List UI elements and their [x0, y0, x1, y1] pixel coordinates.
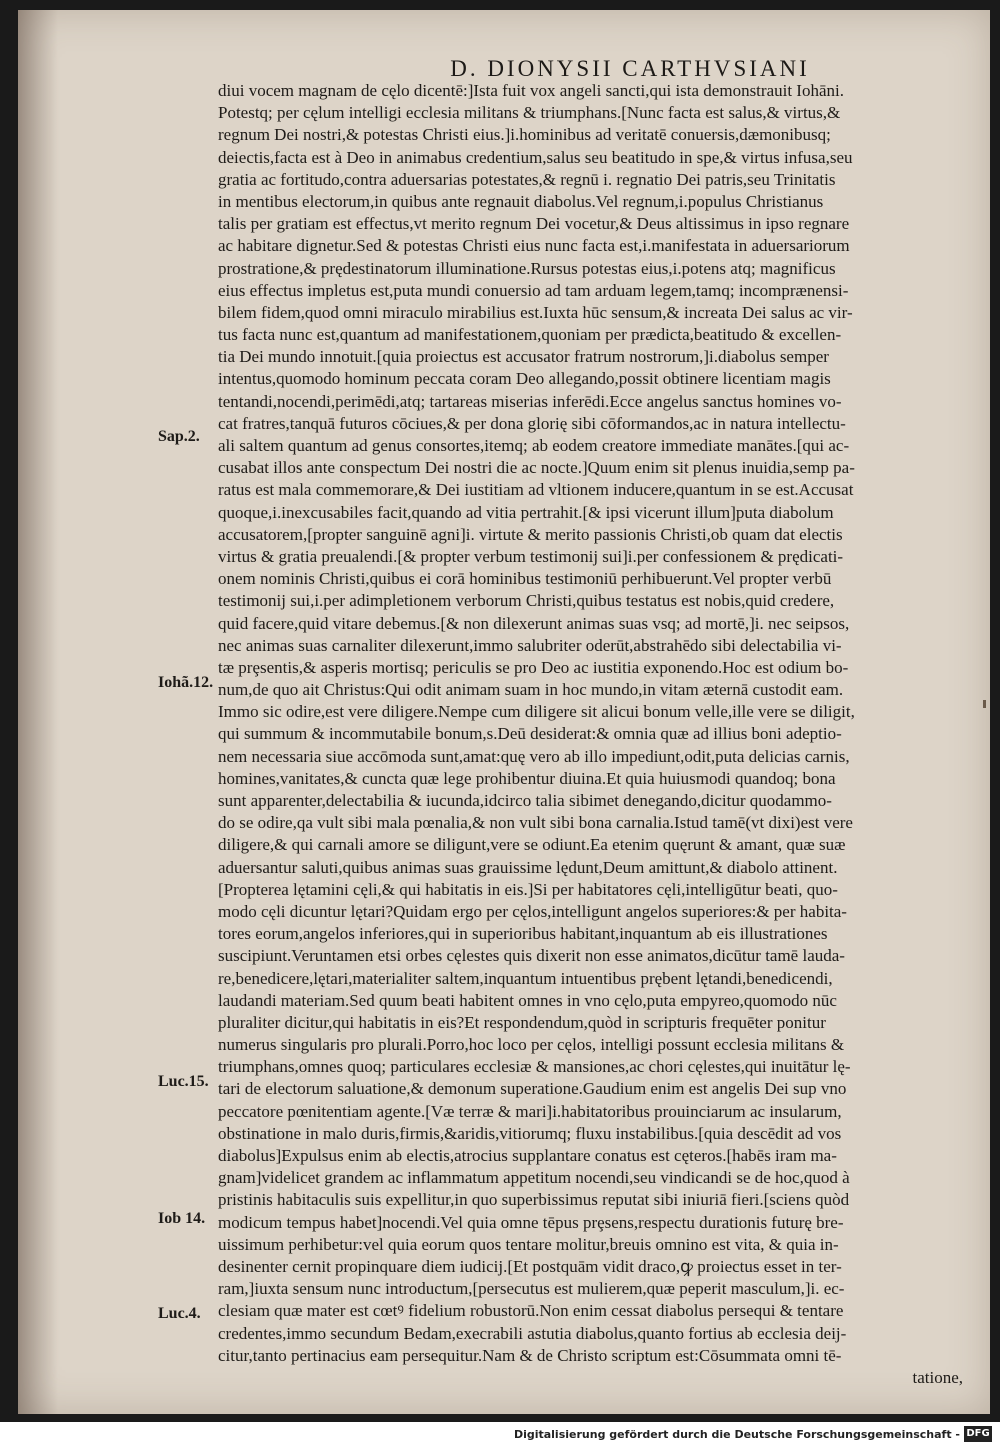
footer-credit: Digitalisierung gefördert durch die Deutsche Forschungsgemeinschaft -	[513, 1428, 960, 1441]
text-line: gratia ac fortitudo,contra aduersarias potestates,& regnū i. regnatio Dei patris,seu Trinitatis	[218, 169, 836, 189]
text-line: Potestq; per cęlum intelligi ecclesia militans & triumphans.[Nunc facta est salus,& virtus,&	[218, 103, 841, 123]
text-line: ali saltem quantum ad genus consortes,itemq; ab eodem creatore immediate manātes.[qui ac-	[218, 436, 850, 455]
text-line: Immo sic odire,est vere diligere.Nempe cum diligere sit alicui bonum velle,ille vere se diligit,	[218, 702, 855, 722]
text-line: obstinatione in malo duris,firmis,&aridis,vitiorumq; fluxu instabilibus.[quia descēdit ad vos	[218, 1123, 842, 1143]
text-line: tus facta nunc est,quantum ad manifestationem,quoniam per prædicta,beatitudo & excellen-	[218, 325, 842, 345]
text-line: credentes,immo secundum Bedam,execrabili astutia diabolus,quanto fortius ab ecclesia deij-	[218, 1323, 847, 1343]
text-line: quoque,i.inexcusabiles facit,quando ad vitia pertrahit.[& ipsi vicerunt illum]puta diabolum	[218, 502, 834, 522]
text-line: aduersantur saluti,quibus animas suas grauissime lędunt,Deum amittunt,& diabolo attinent.	[218, 857, 838, 877]
text-line: clesiam quæ mater est cœtꝰ fidelium robustorū.Non enim cessat diabolus persequi & tentare	[218, 1301, 844, 1321]
dfg-logo: DFG	[964, 1426, 992, 1442]
page-gutter-shadow	[18, 10, 58, 1414]
text-line: desinenter cernit propinquare diem iudicij.[Et postquām vidit draco,ꝙ proiectus esset in ter-	[218, 1256, 842, 1276]
text-line: ram,]iuxta sensum nunc introductum,[persecutus est mulierem,quæ peperit masculum,]i. ec-	[218, 1279, 845, 1299]
text-line: num,de quo ait Christus:Qui odit animam suam in hoc mundo,in vitam æternā custodit eam.	[218, 680, 844, 700]
text-line: pristinis habitaculis suis expellitur,in quo superbissimus reputat sibi iniuriā fieri.[sciens quòd	[218, 1190, 850, 1210]
text-line: ratus est mala commemorare,& Dei iustitiam ad vltionem inducere,quantum in se est.Accusat	[218, 480, 854, 500]
text-line: gnam]videlicet grandem ac inflammatum appetitum nocendi,seu vindicandi se de hoc,quod à	[218, 1168, 850, 1188]
text-line: [Propterea lętamini cęli,& qui habitatis in eis.]Si per habitatores cęli,intelligūtur beati, quo-	[218, 879, 838, 899]
text-line: re,benedicere,lętari,materialiter saltem,inquantum intuentibus prębent lętandi,benedicendi,	[218, 968, 833, 988]
text-line: homines,vanitates,& cuncta quæ lege prohibentur diuina.Et quia huiusmodi quandoq; bona	[218, 768, 836, 788]
text-line: diui vocem magnam de cęlo dicentē:]Ista fuit vox angeli sancti,qui ista demonstrauit Iohāni.	[218, 81, 844, 100]
margin-note: Iob 14.	[158, 1210, 206, 1227]
text-line: do se odire,qa vult sibi mala pœnalia,& non vult sibi bona carnalia.Istud tamē(vt dixi)est vere	[218, 813, 853, 833]
text-line: intentus,quomodo hominum peccata coram Deo allegando,possit obtinere licentiam magis	[218, 369, 831, 389]
text-line: in mentibus electorum,in quibus ante regnauit diabolus.Vel regnum,i.populus Christianus	[218, 191, 824, 211]
text-line: diligere,& qui carnali amore se diligunt,vere se odiunt.Ea etenim quęrunt & amant, quæ suæ	[218, 835, 846, 855]
text-line: cat fratres,tanquā futuros cōciues,& per dona glorię sibi cōformandos,ac in natura intellectu-	[218, 413, 846, 433]
margin-note: Iohã.12.	[158, 674, 214, 691]
text-line: modo cęli dicuntur lętari?Quidam ergo per cęlos,intelligunt angelos superiores:& per habita-	[218, 901, 847, 921]
text-line: quid facere,quid vitare debemus.[& non dilexerunt animas suas vsq; ad mortē,]i. nec seipsos,	[218, 613, 850, 633]
text-line: tari de electorum saluatione,& demonum superatione.Gaudium enim est angelis Dei sup vno	[218, 1079, 847, 1099]
text-line: laudandi materiam.Sed quum beati habitent omnes in vno cęlo,puta empyreo,quomodo nūc	[218, 990, 837, 1010]
text-line: peccatore pœnitentiam agente.[Væ terræ & mari]i.habitatoribus prouinciarum ac insularum,	[218, 1101, 842, 1121]
text-line: tæ prȩsentis,& asperis mortisq; periculis se pro Deo ac iustitia exponendo.Hoc est odium bo-	[218, 657, 849, 677]
text-line: tatione,	[912, 1367, 963, 1387]
text-line: triumphans,omnes quoq; particulares ecclesiæ & mansiones,ac chori cęlestes,qui inuitātur lę-	[218, 1057, 851, 1077]
text-line: qui summum & incommutabile bonum,s.Deū desiderat:& omnia quæ ad illius boni adeptio-	[218, 724, 842, 744]
text-line: cusabat illos ante conspectum Dei nostri die ac nocte.]Quum enim sit plenus inuidia,semp pa-	[218, 458, 855, 478]
text-line: regnum Dei nostri,& potestas Christi eius.]i.hominibus ad veritatē conuersis,dæmonibusq;	[218, 125, 831, 145]
text-line: sunt apparenter,delectabilia & iucunda,idcirco talia sibimet denegando,dicitur quodammo-	[218, 791, 832, 810]
text-line: numerus singularis pro plurali.Porro,hoc loco per cęlos, intelligi possunt ecclesia militans &	[218, 1035, 845, 1055]
text-line: diabolus]Expulsus enim ab electis,atrocius supplantare conatus est cęteros.[habēs iram ma-	[218, 1146, 837, 1165]
body-text	[218, 80, 973, 1389]
text-line: nec animas suas carnaliter dilexerunt,immo salubriter oderūt,abstrahēdo sibi delectabilia vi-	[218, 635, 842, 655]
text-line: testimonij sui,i.per adimpletionem verborum Christi,quibus testatus est nobis,quid credere,	[218, 591, 835, 611]
text-line: uissimum perhibetur:vel quia eorum quos tentare molitur,breuis omnino est vita, & quia in-	[218, 1234, 839, 1254]
text-line: nem necessaria siue accōmoda sunt,amat:quę vero ab illo impediunt,odit,puta delicias carnis,	[218, 746, 850, 766]
text-line: citur,tanto pertinacius eam persequitur.Nam & de Christo scriptum est:Cōsummata omni tē-	[218, 1345, 842, 1365]
text-line: tia Dei mundo innotuit.[quia proiectus est accusator fratrum nostrorum,]i.diabolus semper	[218, 347, 829, 367]
page-mark	[983, 700, 986, 708]
text-line: tentandi,nocendi,perimēdi,atq; tartareas miserias inferēdi.Ecce angelus sanctus homines vo-	[218, 391, 842, 411]
text-line: tores eorum,angelos inferiores,qui in superioribus habitant,inquantum ab eis illustrationes	[218, 924, 828, 944]
text-line: modicum tempus habet]nocendi.Vel quia omne tēpus prȩsens,respectu durationis futurę bre-	[218, 1212, 844, 1232]
text-line: accusatorem,[propter sanguinē agni]i. virtute & merito passionis Christi,ob quam dat electis	[218, 524, 843, 544]
margin-note: Luc.4.	[158, 1305, 201, 1322]
text-line: ac habitare dignetur.Sed & potestas Christi eius nunc facta est,i.manifestata in aduersariorum	[218, 236, 850, 256]
text-line: deiectis,facta est à Deo in animabus credentium,salus seu beatitudo in spe,& virtus infusa,seu	[218, 147, 853, 167]
text-line: pluraliter dicitur,qui habitatis in eis?Et respondendum,quòd in scripturis frequēter ponitur	[218, 1012, 826, 1032]
text-line: suscipiunt.Veruntamen etsi orbes cęlestes quis dixerit non esse animatos,dicūtur tamē lauda-	[218, 946, 845, 966]
margin-note: Luc.15.	[158, 1073, 209, 1090]
text-line: bilem fidem,quod omni miraculo mirabilius est.Iuxta hūc sensum,& increata Dei salus ac vir-	[218, 302, 853, 322]
text-line: virtus & gratia preualendi.[& propter verbum testimonij sui]i.per confessionem & prędicati-	[218, 546, 844, 566]
text-line: prostratione,& prędestinatorum illuminatione.Rursus potestas eius,i.potens atq; magnificus	[218, 258, 836, 278]
text-line: talis per gratiam est effectus,vt merito regnum Dei vocetur,& Deus altissimus in ipso regnare	[218, 214, 850, 234]
text-line: eius effectus impletus est,puta mundi conuersio ad tam arduam legem,tamq; incomprænensi-	[218, 280, 849, 300]
running-title: D. DIONYSII CARTHVSIANI	[450, 56, 810, 81]
text-line: onem nominis Christi,quibus ei corā hominibus testimoniū perhibuerunt.Vel propter verbū	[218, 569, 832, 589]
margin-note: Sap.2.	[158, 428, 200, 445]
